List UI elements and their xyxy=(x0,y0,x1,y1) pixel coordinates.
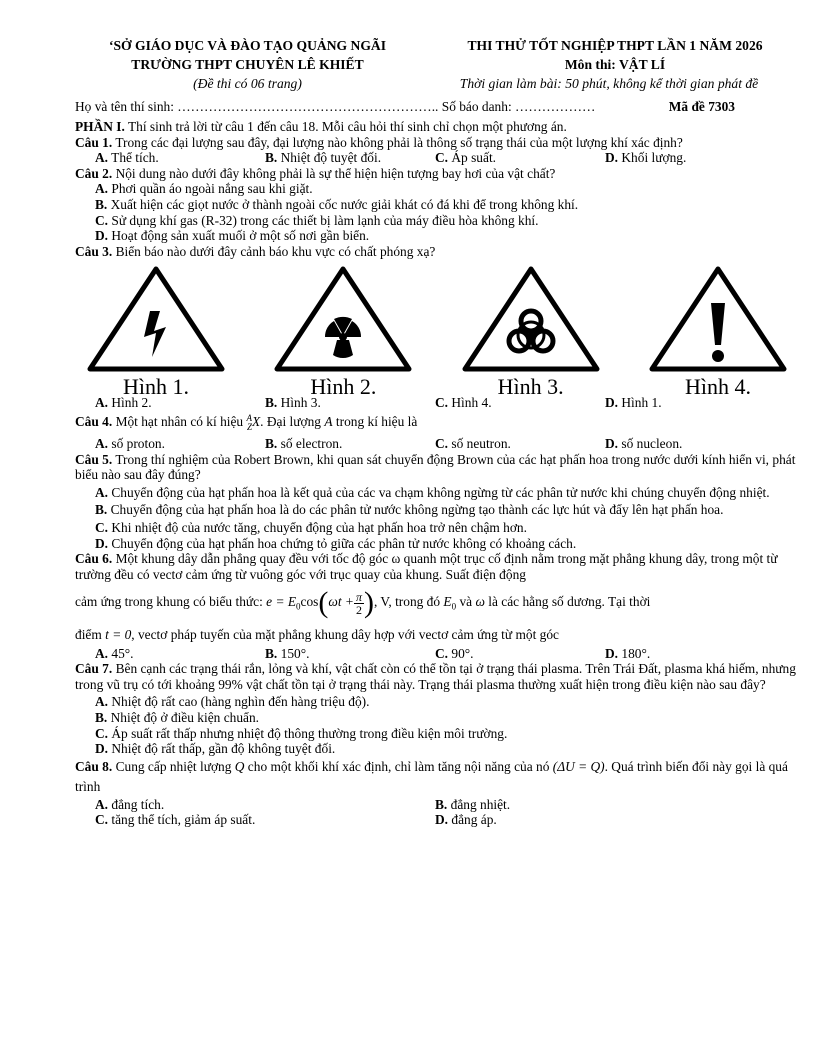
department-name: ‘SỞ GIÁO DỤC VÀ ĐÀO TẠO QUẢNG NGÃI xyxy=(108,38,387,53)
option-b[interactable]: B. 150°. xyxy=(265,645,310,661)
question-text: Trong thí nghiệm của Robert Brown, khi quan sát chuyển động Brown của các hạt phấn hoa trong nước dưới kính hiển vi, phát biểu nào sau đây đúng? xyxy=(75,451,796,483)
figure-4 xyxy=(643,265,793,399)
q8-options-row2 xyxy=(75,812,805,828)
q1-options xyxy=(75,150,805,166)
question-1 xyxy=(75,135,805,151)
figure-caption: Hình 3. xyxy=(497,374,564,400)
option-a[interactable]: A. số proton. xyxy=(95,435,165,451)
option-a[interactable]: A. Nhiệt độ rất cao (hàng nghìn đến hàng triệu độ). xyxy=(95,694,370,710)
time-note: Thời gian làm bài: 50 phút, không kể thời gian phát đề xyxy=(459,76,759,91)
question-number: Câu 7. xyxy=(75,661,113,677)
option-c[interactable]: C. Sử dụng khí gas (R-32) trong các thiết bị làm lạnh của máy điều hòa không khí. xyxy=(95,212,539,228)
question-number: Câu 1. xyxy=(75,134,113,150)
warning-signs xyxy=(81,265,793,399)
option-b[interactable]: B. số electron. xyxy=(265,435,343,451)
high-voltage-sign-icon xyxy=(86,265,226,373)
option-d[interactable]: D. Hoạt động sản xuất muối ở một số nơi gần biển. xyxy=(95,228,370,244)
exam-code: Mã đề 7303 xyxy=(668,99,735,114)
question-8: Câu 8. Cung cấp nhiệt lượng Q cho một khối khí xác định, chỉ làm tăng nội năng của nó (ΔU = Q). Quá trình biến đổi này gọi là quá trình xyxy=(75,758,788,794)
student-info-row xyxy=(75,97,805,117)
school-block xyxy=(75,36,420,93)
question-number: Câu 6. xyxy=(75,551,113,567)
option-b[interactable]: B. Xuất hiện các giọt nước ở thành ngoài cốc nước giải khát có đá khi để trong không khí. xyxy=(95,196,579,212)
figure-3 xyxy=(456,265,606,399)
question-4: Câu 4. Một hạt nhân có kí hiệu A Z X. Đại lượng A trong kí hiệu là xyxy=(75,412,418,432)
part-heading: PHẦN I. xyxy=(75,119,125,134)
option-a[interactable]: A. Hình 2. xyxy=(95,395,152,411)
question-text: Bên cạnh các trạng thái rắn, lỏng và khí, vật chất còn có thể tồn tại ở trạng thái plasma. Trên Trái Đất, plasma khá hiếm, nhưng trong vũ trụ có tới khoảng 99% vật chất tồn tại ở trạng thái này. Trạng thái plasma thường xuất hiện trong điều kiện nào sau đây? xyxy=(75,661,796,692)
exam-title: THI THỬ TỐT NGHIỆP THPT LẦN 1 NĂM 2026 xyxy=(467,38,763,53)
option-d[interactable]: D. đẳng áp. xyxy=(435,812,497,828)
q3-options xyxy=(75,395,805,411)
question-number: Câu 3. xyxy=(75,243,113,259)
question-6: Câu 6. Một khung dây dẫn phẳng quay đều với tốc độ góc ω quanh một trục cố định nằm trong mặt phẳng khung dây, trong một từ trường đều có vectơ cảm ứng từ vuông góc với trục quay của khung. Suất điện động xyxy=(75,551,778,582)
option-a[interactable]: A. Thể tích. xyxy=(95,150,159,166)
option-d[interactable]: D. Nhiệt độ rất thấp, gần độ không tuyệt đối. xyxy=(95,741,336,757)
option-a[interactable]: A. đẳng tích. xyxy=(95,796,165,812)
student-fields: Họ và tên thí sinh: ………………………………………………….. Số báo danh: ……………… xyxy=(75,99,596,114)
part-text: Thí sinh trả lời từ câu 1 đến câu 18. Mỗi câu hỏi thí sinh chỉ chọn một phương án. xyxy=(124,119,567,134)
figure-caption: Hình 2. xyxy=(310,374,377,400)
biohazard-sign-icon xyxy=(461,265,601,373)
option-b[interactable]: B. đẳng nhiệt. xyxy=(435,796,511,812)
option-c[interactable]: C. Áp suất rất thấp nhưng nhiệt độ thông thường trong điều kiện môi trường. xyxy=(95,725,508,741)
part1-instruction xyxy=(75,119,805,135)
figure-2 xyxy=(268,265,418,399)
option-c[interactable]: C. Khi nhiệt độ của nước tăng, chuyển động của hạt phấn hoa trở nên chậm hơn. xyxy=(95,519,527,535)
option-c[interactable]: C. Hình 4. xyxy=(435,395,492,411)
option-a[interactable]: A. Chuyển động của hạt phấn hoa là kết quả của các va chạm không ngừng từ các phân tử nước khi chúng chuyển động nhiệt. xyxy=(95,484,770,500)
figure-caption: Hình 4. xyxy=(684,374,751,400)
question-text: Nội dung nào dưới đây không phải là sự thể hiện hiện tượng bay hơi của vật chất? xyxy=(112,165,556,181)
question-text: Trong các đại lượng sau đây, đại lượng nào không phải là thông số trạng thái của một lượng khí xác định? xyxy=(112,134,683,150)
option-d[interactable]: D. Chuyển động của hạt phấn hoa chứng tỏ giữa các phân tử nước không có khoảng cách. xyxy=(95,535,577,551)
question-number: Câu 5. xyxy=(75,451,113,467)
exclamation-sign-icon xyxy=(648,265,788,373)
question-5 xyxy=(75,452,805,483)
question-number: Câu 2. xyxy=(75,165,113,181)
option-b[interactable]: B. Chuyển động của hạt phấn hoa là do các phân tử nước không ngừng tạo thành các lực hút và đẩy lên hạt phấn hoa. xyxy=(95,502,724,518)
question-3 xyxy=(75,244,805,260)
figure-1 xyxy=(81,265,231,399)
option-c[interactable]: C. số neutron. xyxy=(435,435,511,451)
option-c[interactable]: C. Áp suất. xyxy=(435,150,497,166)
question-7 xyxy=(75,661,805,692)
radiation-sign-icon xyxy=(273,265,413,373)
option-a[interactable]: A. Phơi quần áo ngoài nắng sau khi giặt. xyxy=(95,181,313,197)
option-d[interactable]: D. số nucleon. xyxy=(605,435,683,451)
exam-block xyxy=(425,36,805,93)
figure-caption: Hình 1. xyxy=(123,374,189,400)
exam-header xyxy=(75,36,805,93)
option-b[interactable]: B. Nhiệt độ tuyệt đối. xyxy=(265,150,382,166)
option-c[interactable]: C. 90°. xyxy=(435,645,474,661)
option-c[interactable]: C. tăng thể tích, giảm áp suất. xyxy=(95,812,256,828)
school-name: TRƯỜNG THPT CHUYÊN LÊ KHIẾT xyxy=(131,57,364,72)
q6-line3: điểm t = 0, vectơ pháp tuyến của mặt phẳng khung dây hợp với vectơ cảm ứng từ một góc xyxy=(75,626,559,642)
question-text: Biển báo nào dưới đây cảnh báo khu vực có chất phóng xạ? xyxy=(112,243,436,259)
q6-formula-line: cảm ứng trong khung có biểu thức: $e = E_0\cos(\omega t$ + $\frac{\pi}{2}$ ), V, trong đó $E_0$ và ω là các hằng số dương. Tại thời xyxy=(75,586,651,620)
option-a[interactable]: A. 45°. xyxy=(95,645,134,661)
option-d[interactable]: D. Hình 1. xyxy=(605,395,662,411)
q4-options xyxy=(75,436,805,452)
q8-options-row1 xyxy=(75,797,805,813)
q6-options xyxy=(75,646,805,662)
option-b[interactable]: B. Nhiệt độ ở điều kiện chuẩn. xyxy=(95,709,260,725)
option-b[interactable]: B. Hình 3. xyxy=(265,395,321,411)
question-2 xyxy=(75,166,805,182)
option-d[interactable]: D. 180°. xyxy=(605,645,651,661)
question-number: Câu 8. xyxy=(75,758,113,774)
option-d[interactable]: D. Khối lượng. xyxy=(605,150,687,166)
subject: Môn thi: VẬT LÍ xyxy=(564,57,666,72)
page-count-note: (Đề thi có 06 trang) xyxy=(193,76,302,91)
question-number: Câu 4. xyxy=(75,413,113,429)
